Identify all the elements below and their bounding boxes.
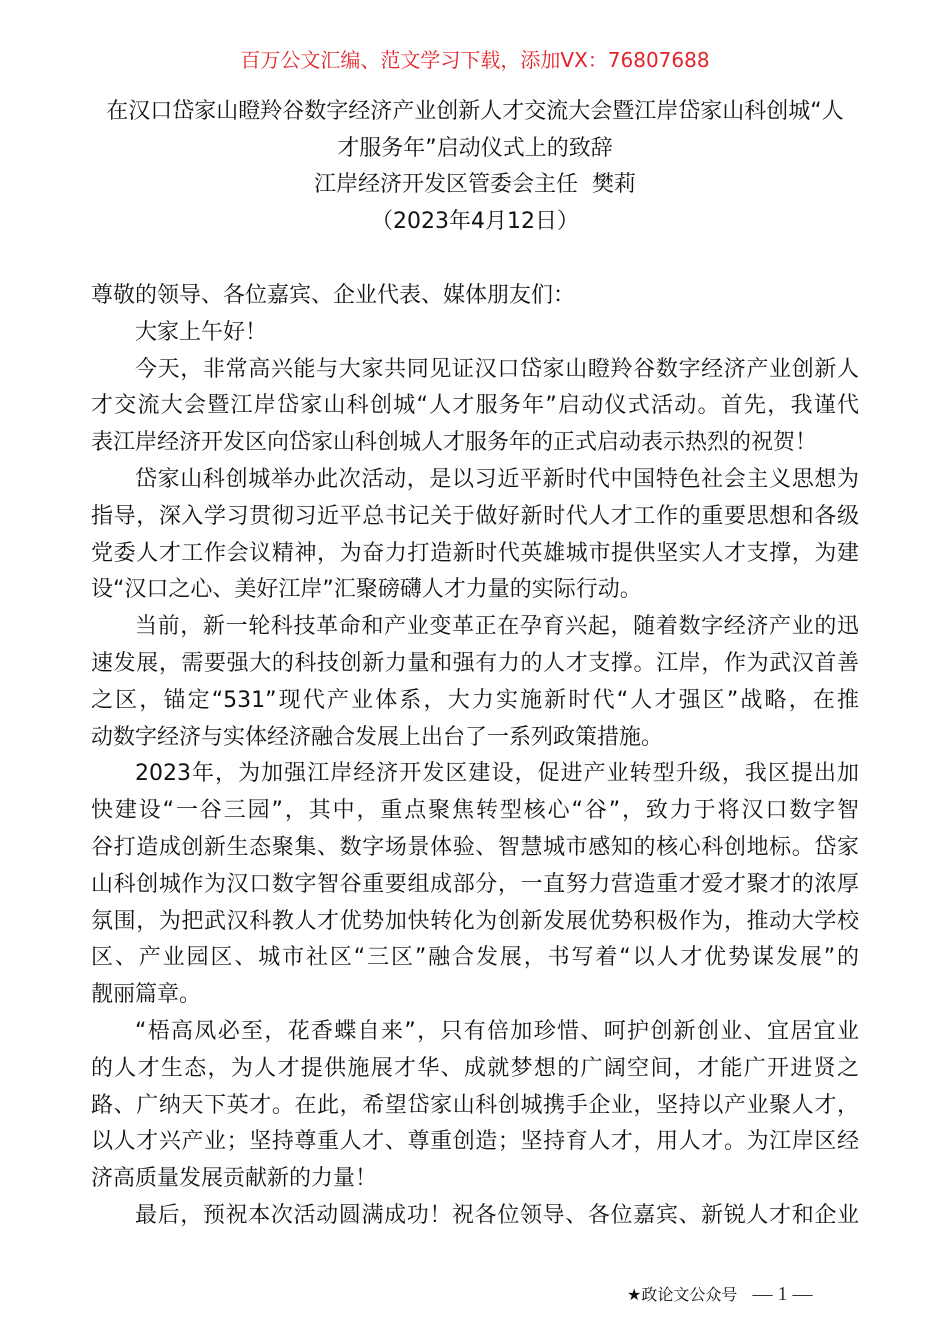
paragraph [91,1014,859,1198]
paragraph-line: 指导，深入学习贯彻习近平总书记关于做好新时代人才工作的重要思想和各级 [91,503,859,529]
paragraph-line: 当前，新一轮科技革命和产业变革正在孕育兴起，随着数字经济产业的迅 [135,614,859,640]
paragraph-line: 今天，非常高兴能与大家共同见证汉口岱家山瞪羚谷数字经济产业创新人 [135,356,859,382]
paragraph-line: 氛围，为把武汉科教人才优势加快转化为创新发展优势积极作为，推动大学校 [91,908,859,934]
paragraph-line: 快建设“一谷三园”，其中，重点聚焦转型核心“谷”，致力于将汉口数字智 [91,798,859,824]
document-date: （2023年4月12日） [371,209,579,235]
document-title-line-2: 才服务年”启动仪式上的致辞 [337,135,613,161]
paragraph-line: 济高质量发展贡献新的力量！ [91,1166,378,1192]
paragraph-line: 党委人才工作会议精神，为奋力打造新时代英雄城市提供坚实人才支撑，为建 [91,540,859,566]
paragraph-line: 最后，预祝本次活动圆满成功！祝各位领导、各位嘉宾、新锐人才和企业 [135,1202,859,1228]
paragraph [91,609,859,756]
document-header [80,94,870,241]
paragraph-line: 以人才兴产业；坚持尊重人才、尊重创造；坚持育人才，用人才。为江岸区经 [91,1129,859,1155]
paragraph [91,315,859,352]
paragraph-line: 动数字经济与实体经济融合发展上出台了一系列政策措施。 [91,724,664,750]
promo-banner: 百万公文汇编、范文学习下载，添加VX：76807688 [240,48,710,72]
page-footer [627,1282,812,1307]
paragraph-line: 设“汉口之心、美好江岸”汇聚磅礴人才力量的实际行动。 [91,577,642,603]
footer-source: ★政论文公众号 [627,1285,738,1304]
document-title-line-1: 在汉口岱家山瞪羚谷数字经济产业创新人才交流大会暨江岸岱家山科创城“人 [106,99,844,124]
paragraph-line: 2023年，为加强江岸经济开发区建设，促进产业转型升级，我区提出加 [135,761,859,787]
paragraph-line: 谷打造成创新生态聚集、数字场景体验、智慧城市感知的核心科创地标。岱家 [91,834,859,860]
paragraph-line: 靓丽篇章。 [91,982,202,1008]
paragraph [91,278,859,315]
paragraph [91,462,859,609]
paragraph-line: 岱家山科创城举办此次活动，是以习近平新时代中国特色社会主义思想为 [135,466,859,492]
paragraph-line: 速发展，需要强大的科技创新力量和强有力的人才支撑。江岸，作为武汉首善 [91,650,859,676]
paragraph [91,352,859,462]
paragraph-line: 才交流大会暨江岸岱家山科创城“人才服务年”启动仪式活动。首先，我谨代 [91,393,859,419]
paragraph [91,756,859,1014]
paragraph-line: “梧高凤必至，花香蝶自来”，只有倍加珍惜、呵护创新创业、宜居宜业 [135,1018,859,1044]
paragraph-line: 区、产业园区、城市社区“三区”融合发展，书写着“以人才优势谋发展”的 [91,945,859,971]
paragraph-line: 山科创城作为汉口数字智谷重要组成部分，一直努力营造重才爱才聚才的浓厚 [91,871,859,897]
document-author: 江岸经济开发区管委会主任 樊莉 [314,172,636,198]
paragraph-line: 表江岸经济开发区向岱家山科创城人才服务年的正式启动表示热烈的祝贺！ [91,430,818,456]
paragraph-line: 的人才生态，为人才提供施展才华、成就梦想的广阔空间，才能广开进贤之 [91,1055,859,1081]
paragraph [91,1198,859,1235]
paragraph-line: 路、广纳天下英才。在此，希望岱家山科创城携手企业，坚持以产业聚人才， [91,1092,859,1118]
paragraph-line: 尊敬的领导、各位嘉宾、企业代表、媒体朋友们： [91,283,576,308]
document-body [91,278,859,1235]
paragraph-line: 大家上午好！ [135,319,268,345]
page-number: — 1 — [752,1283,813,1305]
paragraph-line: 之区，锚定“531”现代产业体系，大力实施新时代“人才强区”战略，在推 [91,687,859,713]
